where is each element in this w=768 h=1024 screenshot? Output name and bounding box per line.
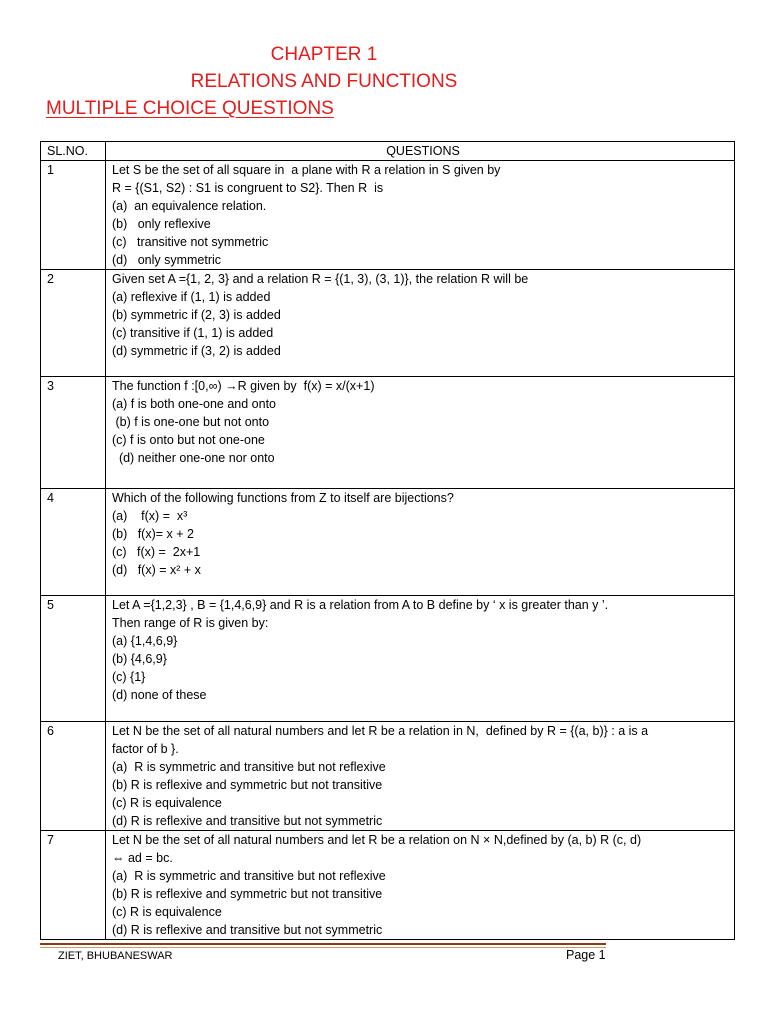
question-cell [106, 377, 735, 489]
question-cell [106, 722, 735, 831]
answer-option: (c) transitive not symmetric [112, 235, 269, 249]
question-number: 4 [41, 489, 106, 596]
column-header-slno: SL.NO. [41, 142, 106, 161]
footer-divider-thin [40, 947, 606, 948]
table-header-row [41, 142, 735, 161]
question-cell [106, 596, 735, 722]
footer-divider [40, 943, 606, 945]
table-row [41, 377, 735, 489]
question-number: 7 [41, 831, 106, 940]
answer-option: (d) R is reflexive and transitive but not symmetric [112, 923, 383, 937]
answer-option: (d) f(x) = x² + x [112, 563, 201, 577]
answer-option: (c) f(x) = 2x+1 [112, 545, 201, 559]
question-text: Let N be the set of all natural numbers and let R be a relation in N, defined by R = {(a, b)} : a is a [112, 724, 649, 738]
answer-option: (c) transitive if (1, 1) is added [112, 326, 274, 340]
page-number: Page 1 [566, 948, 606, 962]
question-text: Given set A ={1, 2, 3} and a relation R = {(1, 3), (3, 1)}, the relation R will be [112, 272, 529, 286]
answer-option: (a) reflexive if (1, 1) is added [112, 290, 271, 304]
table-row [41, 722, 735, 831]
question-cell [106, 270, 735, 377]
answer-option: (d) symmetric if (3, 2) is added [112, 344, 281, 358]
answer-option: (d) neither one-one nor onto [112, 451, 275, 465]
answer-option: R = {(S1, S2) : S1 is congruent to S2}. Then R is [112, 181, 384, 195]
answer-option: (c) R is equivalence [112, 796, 222, 810]
column-header-questions: QUESTIONS [106, 142, 735, 161]
answer-option: (b) only reflexive [112, 217, 211, 231]
answer-option: (a) R is symmetric and transitive but not reflexive [112, 760, 386, 774]
answer-option: (a) f(x) = x³ [112, 509, 188, 523]
answer-option: (c) R is equivalence [112, 905, 222, 919]
question-cell [106, 489, 735, 596]
chapter-title: RELATIONS AND FUNCTIONS [190, 71, 458, 92]
answer-option: (a) {1,4,6,9} [112, 634, 178, 648]
question-text: The function f :[0,∞) →R given by f(x) = x/(x+1) [112, 379, 375, 393]
table-row [41, 270, 735, 377]
question-number: 5 [41, 596, 106, 722]
question-number: 3 [41, 377, 106, 489]
answer-option: (c) f is onto but not one-one [112, 433, 265, 447]
answer-option: ⇔ ad = bc. [112, 851, 173, 865]
answer-option: (b) {4,6,9} [112, 652, 167, 666]
table-row [41, 831, 735, 940]
question-cell [106, 161, 735, 270]
question-text: Let S be the set of all square in a plane with R a relation in S given by [112, 163, 501, 177]
questions-table [40, 141, 735, 940]
answer-option: (b) R is reflexive and symmetric but not transitive [112, 887, 383, 901]
answer-option: (a) R is symmetric and transitive but not reflexive [112, 869, 386, 883]
answer-option: factor of b }. [112, 742, 179, 756]
answer-option: (b) R is reflexive and symmetric but not transitive [112, 778, 383, 792]
question-number: 6 [41, 722, 106, 831]
answer-option: (c) {1} [112, 670, 146, 684]
answer-option: (a) f is both one-one and onto [112, 397, 277, 411]
question-number: 2 [41, 270, 106, 377]
table-row [41, 489, 735, 596]
answer-option: (d) only symmetric [112, 253, 222, 267]
answer-option: (d) R is reflexive and transitive but not symmetric [112, 814, 383, 828]
question-text: Let A ={1,2,3} , B = {1,4,6,9} and R is a relation from A to B define by ‘ x is greater than y ’. [112, 598, 609, 612]
answer-option: (b) f is one-one but not onto [112, 415, 270, 429]
section-title: MULTIPLE CHOICE QUESTIONS [46, 98, 334, 119]
question-cell [106, 831, 735, 940]
chapter-heading: CHAPTER 1 [270, 44, 378, 65]
question-number: 1 [41, 161, 106, 270]
answer-option: (d) none of these [112, 688, 207, 702]
question-text: Let N be the set of all natural numbers and let R be a relation on N × N,defined by (a, b) R (c, d) [112, 833, 642, 847]
answer-option: (b) symmetric if (2, 3) is added [112, 308, 281, 322]
question-text: Which of the following functions from Z to itself are bijections? [112, 491, 454, 505]
table-row [41, 161, 735, 270]
table-row [41, 596, 735, 722]
footer-institution: ZIET, BHUBANESWAR [58, 950, 173, 962]
answer-option: (b) f(x)= x + 2 [112, 527, 194, 541]
answer-option: Then range of R is given by: [112, 616, 269, 630]
answer-option: (a) an equivalence relation. [112, 199, 267, 213]
